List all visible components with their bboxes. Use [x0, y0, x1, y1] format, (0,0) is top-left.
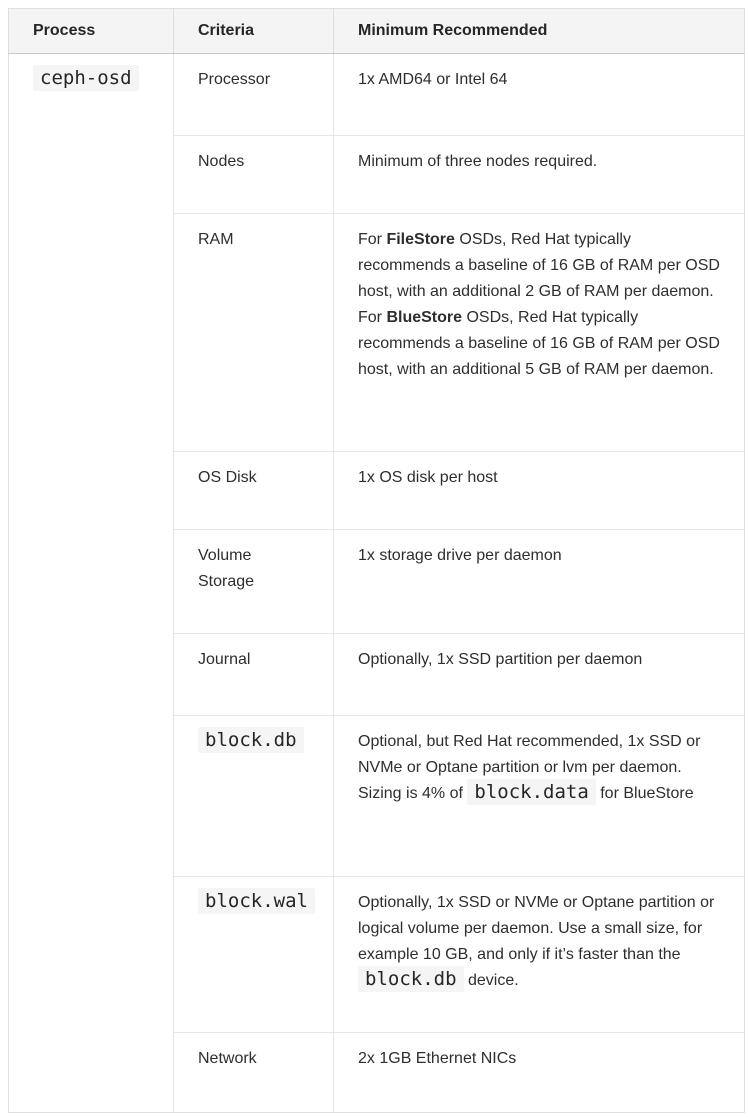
text-segment: RAM: [198, 231, 234, 248]
criteria-cell: [174, 716, 334, 877]
text-segment: 2x 1GB Ethernet NICs: [358, 1050, 517, 1067]
criteria-cell: [174, 214, 334, 452]
column-header-criteria: Criteria: [174, 9, 334, 54]
text-segment: Nodes: [198, 153, 245, 170]
min-recommended-cell: [334, 1033, 745, 1113]
text-segment: OS Disk: [198, 469, 257, 486]
table-header: [9, 9, 745, 54]
text-segment: Network: [198, 1050, 257, 1067]
text-segment: Minimum of three nodes required.: [358, 153, 598, 170]
text-segment: OSDs, Red Hat typically recommends a baseline of 16 GB of RAM per OSD host, with an additional 2 GB of RAM per daemon. For: [358, 231, 720, 326]
min-recommended-cell: [334, 530, 745, 634]
min-recommended-cell: [334, 452, 745, 530]
criteria-cell: [174, 452, 334, 530]
inline-code-chip: block.wal: [198, 888, 315, 914]
inline-code-chip: block.db: [198, 727, 304, 753]
text-segment: 1x storage drive per daemon: [358, 547, 562, 564]
text-segment: device.: [463, 972, 519, 989]
column-header-process: Process: [9, 9, 174, 54]
text-segment: Optional, but Red Hat recommended, 1x SSD or NVMe or Optane partition or lvm per daemon. Sizing is 4% of: [358, 733, 701, 802]
table-body: [9, 54, 745, 1113]
min-recommended-cell: [334, 634, 745, 716]
min-recommended-cell: [334, 214, 745, 452]
table-row: [9, 54, 745, 136]
min-recommended-cell: [334, 877, 745, 1033]
min-recommended-cell: [334, 716, 745, 877]
criteria-cell: [174, 530, 334, 634]
min-recommended-cell: [334, 136, 745, 214]
bold-term: FileStore: [386, 231, 455, 248]
text-segment: Volume Storage: [198, 547, 255, 590]
column-header-minimum-recommended: Minimum Recommended: [334, 9, 745, 54]
text-segment: Optionally, 1x SSD partition per daemon: [358, 651, 643, 668]
criteria-cell: [174, 634, 334, 716]
requirements-table: [8, 8, 745, 1113]
text-segment: Journal: [198, 651, 251, 668]
text-segment: Processor: [198, 71, 271, 88]
process-cell: [9, 54, 174, 1113]
criteria-cell: [174, 877, 334, 1033]
criteria-cell: [174, 136, 334, 214]
text-segment: Optionally, 1x SSD or NVMe or Optane partition or logical volume per daemon. Use a small size, for example 10 GB, and only if it’s faster than the: [358, 894, 715, 963]
inline-code-chip: block.db: [358, 966, 464, 992]
min-recommended-cell: [334, 54, 745, 136]
text-segment: 1x OS disk per host: [358, 469, 498, 486]
text-segment: For: [358, 231, 387, 248]
bold-term: BlueStore: [386, 309, 463, 326]
criteria-cell: [174, 1033, 334, 1113]
text-segment: 1x AMD64 or Intel 64: [358, 71, 508, 88]
text-segment: OSDs, Red Hat typically recommends a baseline of 16 GB of RAM per OSD host, with an additional 5 GB of RAM per daemon.: [358, 309, 720, 378]
criteria-cell: [174, 54, 334, 136]
text-segment: for BlueStore: [595, 785, 694, 802]
inline-code-chip: block.data: [467, 779, 595, 805]
inline-code-chip: ceph-osd: [33, 65, 139, 91]
header-row: [9, 9, 745, 54]
